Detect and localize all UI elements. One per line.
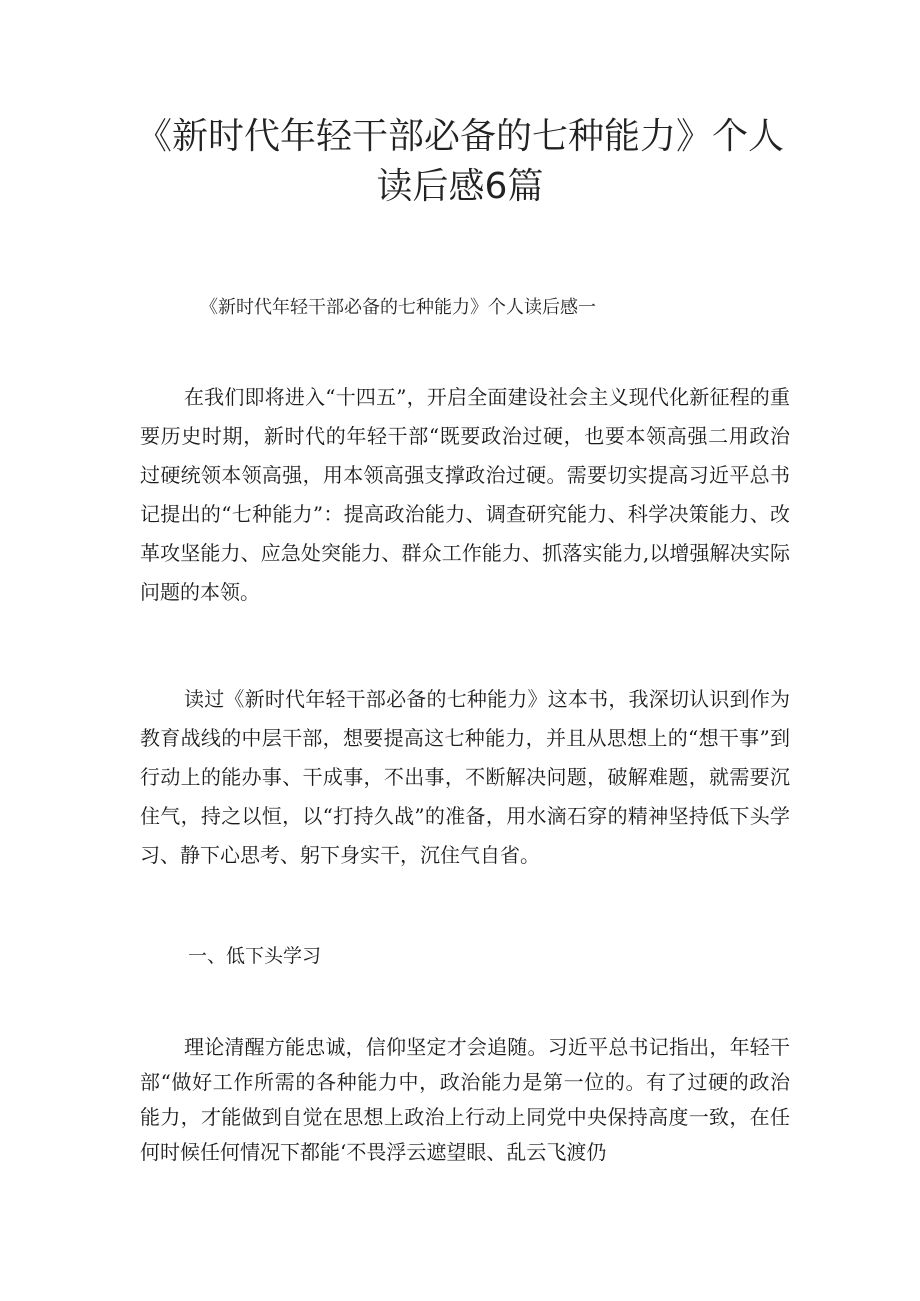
body-paragraph-2: 读过《新时代年轻干部必备的七种能力》这本书，我深切认识到作为教育战线的中层干部，想要提高这七种能力，并且从思想上的“想干事”到行动上的能办事、干成事，不出事，不断解决问题，破解难题，就需要沉住气，持之以恒，以“打持久战”的准备，用水滴石穿的精神坚持低下头学习、静下心思考、躬下身实干，沉住气自省。 xyxy=(140,687,790,867)
section-paragraph: 理论清醒方能忠诚，信仰坚定才会追随。习近平总书记指出，年轻干部“做好工作所需的各种能力中，政治能力是第一位的。有了过硬的政治能力，才能做到自觉在思想上政治上行动上同党中央保持高度一致，在任何时候任何情况下都能‘不畏浮云遮望眼、乱云飞渡仍 xyxy=(140,1035,790,1164)
section-heading: 一、低下头学习 xyxy=(188,945,322,967)
document-title: 《新时代年轻干部必备的七种能力》个人读后感6篇 xyxy=(135,116,784,207)
body-paragraph-1: 在我们即将进入“十四五”，开启全面建设社会主义现代化新征程的重要历史时期，新时代的年轻干部“既要政治过硬，也要本领高强二用政治过硬统领本领高强，用本领高强支撑政治过硬。需要切实提高习近平总书记提出的“七种能力”：提高政治能力、调查研究能力、科学决策能力、改革攻坚能力、应急处突能力、群众工作能力、抓落实能力,以增强解决实际问题的本领。 xyxy=(140,385,790,604)
document-subtitle: 《新时代年轻干部必备的七种能力》个人读后感一 xyxy=(200,297,596,318)
